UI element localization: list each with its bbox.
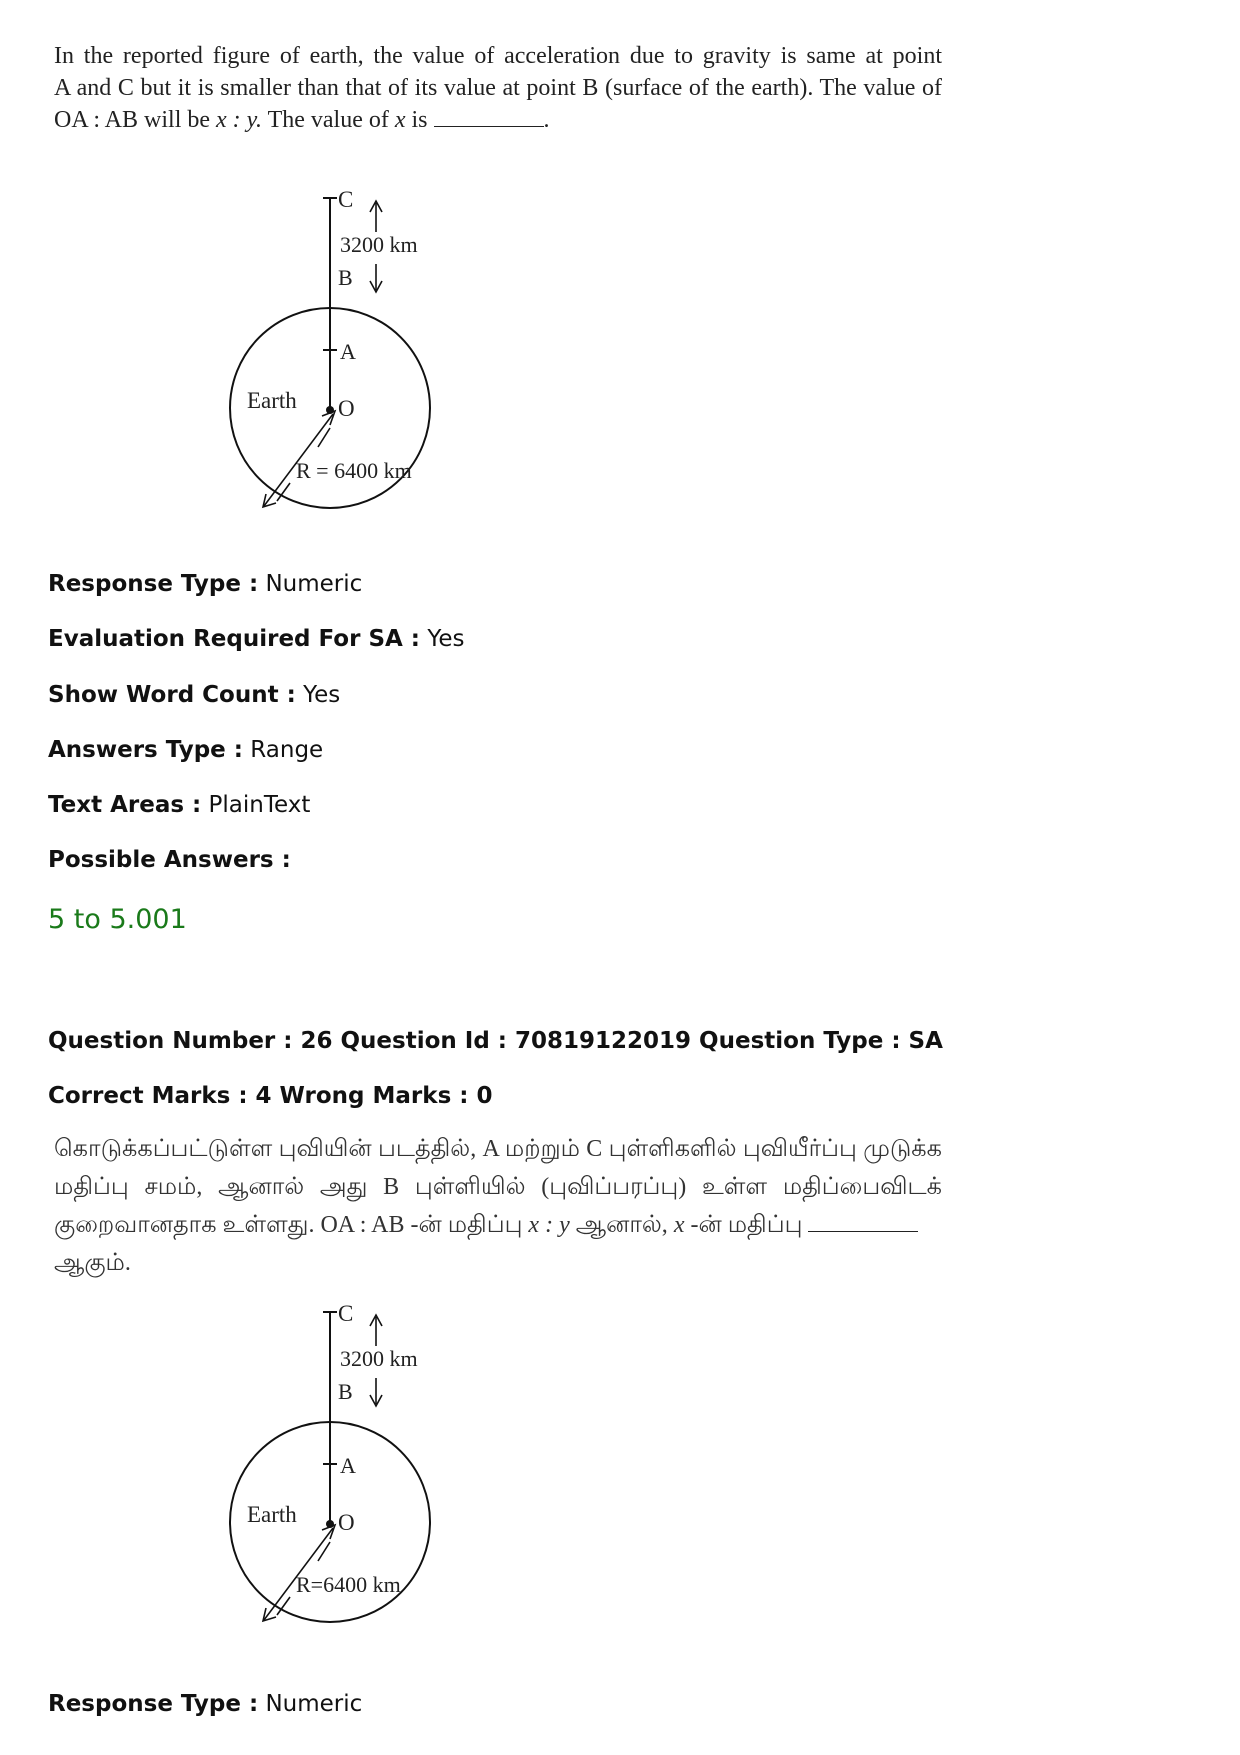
q26-question-text	[54, 1130, 942, 1282]
radius-label: R = 6400 km	[296, 458, 412, 483]
a-label: A	[340, 339, 356, 364]
b-label: B	[338, 265, 353, 290]
possible-answer-value: 5 to 5.001	[48, 904, 187, 935]
q25-text-line-2: A and C but it is smaller than that of its value at point B (surface of the earth). The value of	[54, 75, 942, 101]
distance-label: 3200 km	[340, 1346, 418, 1371]
b-label: B	[338, 1379, 353, 1404]
radius-arrow-head-center	[322, 411, 335, 425]
q25-text-line-1: In the reported figure of earth, the value of acceleration due to gravity is same at point	[54, 43, 942, 69]
evaluation-required-field: Evaluation Required For SA : Yes	[48, 626, 465, 652]
c-label: C	[338, 1301, 354, 1326]
radius-arrow-head-center	[322, 1525, 335, 1539]
q26-text-line-1: கொடுக்கப்பட்டுள்ள புவியின் படத்தில், A மற்றும் C புள்ளிகளில் புவியீர்ப்பு முடுக்க	[54, 1136, 942, 1162]
q26-text-line-2: மதிப்பு சமம், ஆனால் அது B புள்ளியில் (புவிப்பரப்பு) உள்ள மதிப்பைவிடக்	[54, 1174, 942, 1200]
show-word-count-field: Show Word Count : Yes	[48, 682, 341, 708]
possible-answers-field: Possible Answers :	[48, 847, 291, 873]
response-type-field: Response Type : Numeric	[48, 571, 363, 597]
a-label: A	[340, 1453, 356, 1478]
o-label: O	[338, 1510, 355, 1535]
o-label: O	[338, 396, 355, 421]
text-areas-field: Text Areas : PlainText	[48, 792, 311, 818]
q26-earth-figure	[0, 1300, 1240, 1660]
radius-label: R=6400 km	[296, 1572, 401, 1597]
question-header: Question Number : 26 Question Id : 70819122019 Question Type : SA	[48, 1028, 943, 1054]
q25-text-line-3: OA : AB will be x : y. The value of x is .	[54, 107, 550, 133]
marks-header: Correct Marks : 4 Wrong Marks : 0	[48, 1083, 493, 1109]
q26-text-line-4: ஆகும்.	[54, 1250, 131, 1276]
earth-label: Earth	[247, 1502, 297, 1527]
earth-label: Earth	[247, 388, 297, 413]
answer-blank	[808, 1213, 918, 1232]
distance-label: 3200 km	[340, 232, 418, 257]
q26-text-line-3: குறைவானதாக உள்ளது. OA : AB -ன் மதிப்பு x : y ஆனால், x -ன் மதிப்பு	[54, 1206, 942, 1244]
c-label: C	[338, 187, 354, 212]
answers-type-field: Answers Type : Range	[48, 737, 324, 763]
response-type-field: Response Type : Numeric	[48, 1691, 363, 1717]
q25-earth-figure	[0, 0, 1240, 600]
